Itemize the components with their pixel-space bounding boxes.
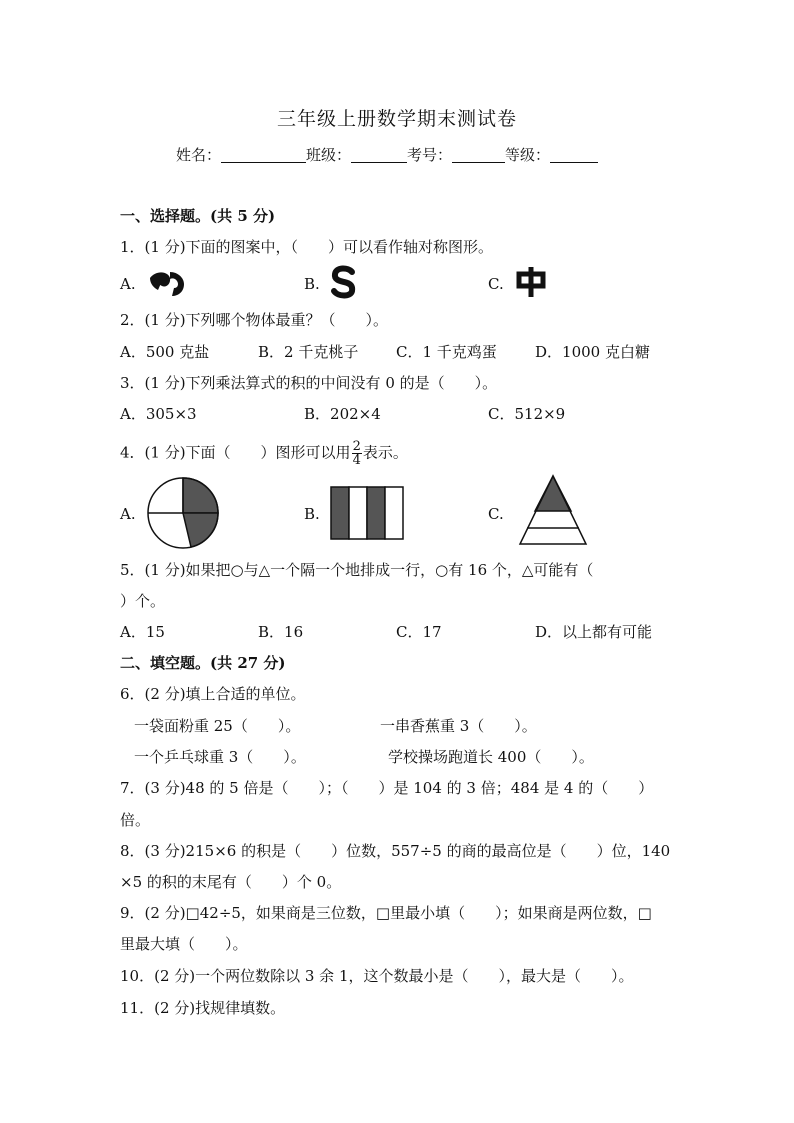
q4-stem-pre: 4．(1 分)下面（ ）图形可以用 [120,443,351,462]
q6-item-3: 一个乒乓球重 3（ ）。 [134,748,306,766]
student-info-row [176,144,598,165]
q6-item-1: 一袋面粉重 25（ ）。 [134,717,301,735]
q5-option-d: D．以上都有可能 [535,623,653,641]
question-5-line-1: 5．(1 分)如果把○与△一个隔一个地排成一行，○有 16 个，△可能有（ [120,561,594,579]
q2-option-c: C．1 千克鸡蛋 [396,343,497,361]
page-title: 三年级上册数学期末测试卷 [276,108,517,130]
q3-option-c: C．512×9 [488,405,566,423]
q4-option-a-circle-figure [146,476,220,550]
q2-option-a: A．500 克盐 [120,343,210,361]
q1-option-a-figure [148,266,188,300]
fraction-numerator: 2 [352,439,361,454]
section-2-title: 二、填空题。(共 27 分) [120,654,286,672]
question-5-line-2: ）个。 [120,592,166,610]
q3-option-a: A．305×3 [120,405,197,423]
question-10-stem: 10．(2 分)一个两位数除以 3 余 1，这个数最小是（ ），最大是（ ）。 [120,967,634,985]
q5-option-b: B．16 [258,623,304,641]
question-6-stem: 6．(2 分)填上合适的单位。 [120,685,306,703]
question-2-stem: 2．(1 分)下列哪个物体最重？（ ）。 [120,311,389,329]
exam-no-blank[interactable] [452,146,505,163]
q5-option-c: C．17 [396,623,442,641]
q4-stem-post: 表示。 [362,443,408,462]
class-label: 班级： [306,146,352,164]
q2-option-d: D．1000 克白糖 [535,343,650,361]
q4-option-c-triangle-figure [518,474,588,546]
question-8-line-2: ×5 的积的末尾有（ ）个 0。 [120,873,342,891]
q5-option-a: A．15 [120,623,165,641]
q2-option-b: B．2 千克桃子 [258,343,359,361]
fraction-denominator: 4 [352,453,361,468]
q3-option-b: B．202×4 [304,405,381,423]
section-1-title: 一、选择题。(共 5 分) [120,207,276,225]
q6-item-4: 学校操场跑道长 400（ ）。 [388,748,594,766]
grade-blank[interactable] [550,146,598,163]
question-1-stem: 1．(1 分)下面的图案中，（ ）可以看作轴对称图形。 [120,238,494,256]
question-11-stem: 11．(2 分)找规律填数。 [120,999,286,1017]
q4-option-a-label: A. [120,505,136,523]
q4-option-b-label: B. [304,505,320,523]
q1-option-b-figure [332,266,356,298]
question-4-stem [120,440,408,467]
question-9-line-2: 里最大填（ ）。 [120,935,248,953]
q1-option-c-figure [516,266,546,298]
q1-option-a-label: A. [120,275,136,293]
question-7-line-1: 7．(3 分)48 的 5 倍是（ ）；（ ）是 104 的 3 倍；484 是 4 的（ ） [120,779,654,797]
q4-option-c-label: C. [488,505,504,523]
name-blank[interactable] [221,146,306,163]
q4-option-b-bars-figure [330,486,404,542]
name-label: 姓名： [176,146,222,164]
grade-label: 等级： [505,146,551,164]
q1-option-b-label: B. [304,275,320,293]
question-3-stem: 3．(1 分)下列乘法算式的积的中间没有 0 的是（ ）。 [120,374,498,392]
question-7-line-2: 倍。 [120,811,151,829]
exam-no-label: 考号： [407,146,453,164]
q1-option-c-label: C. [488,275,504,293]
question-9-line-1: 9．(2 分)□42÷5，如果商是三位数，□里最小填（ ）；如果商是两位数，□ [120,904,652,922]
q6-item-2: 一串香蕉重 3（ ）。 [380,717,537,735]
fraction-two-fourths [352,440,362,467]
class-blank[interactable] [351,146,407,163]
question-8-line-1: 8．(3 分)215×6 的积是（ ）位数，557÷5 的商的最高位是（ ）位，140 [120,842,671,860]
